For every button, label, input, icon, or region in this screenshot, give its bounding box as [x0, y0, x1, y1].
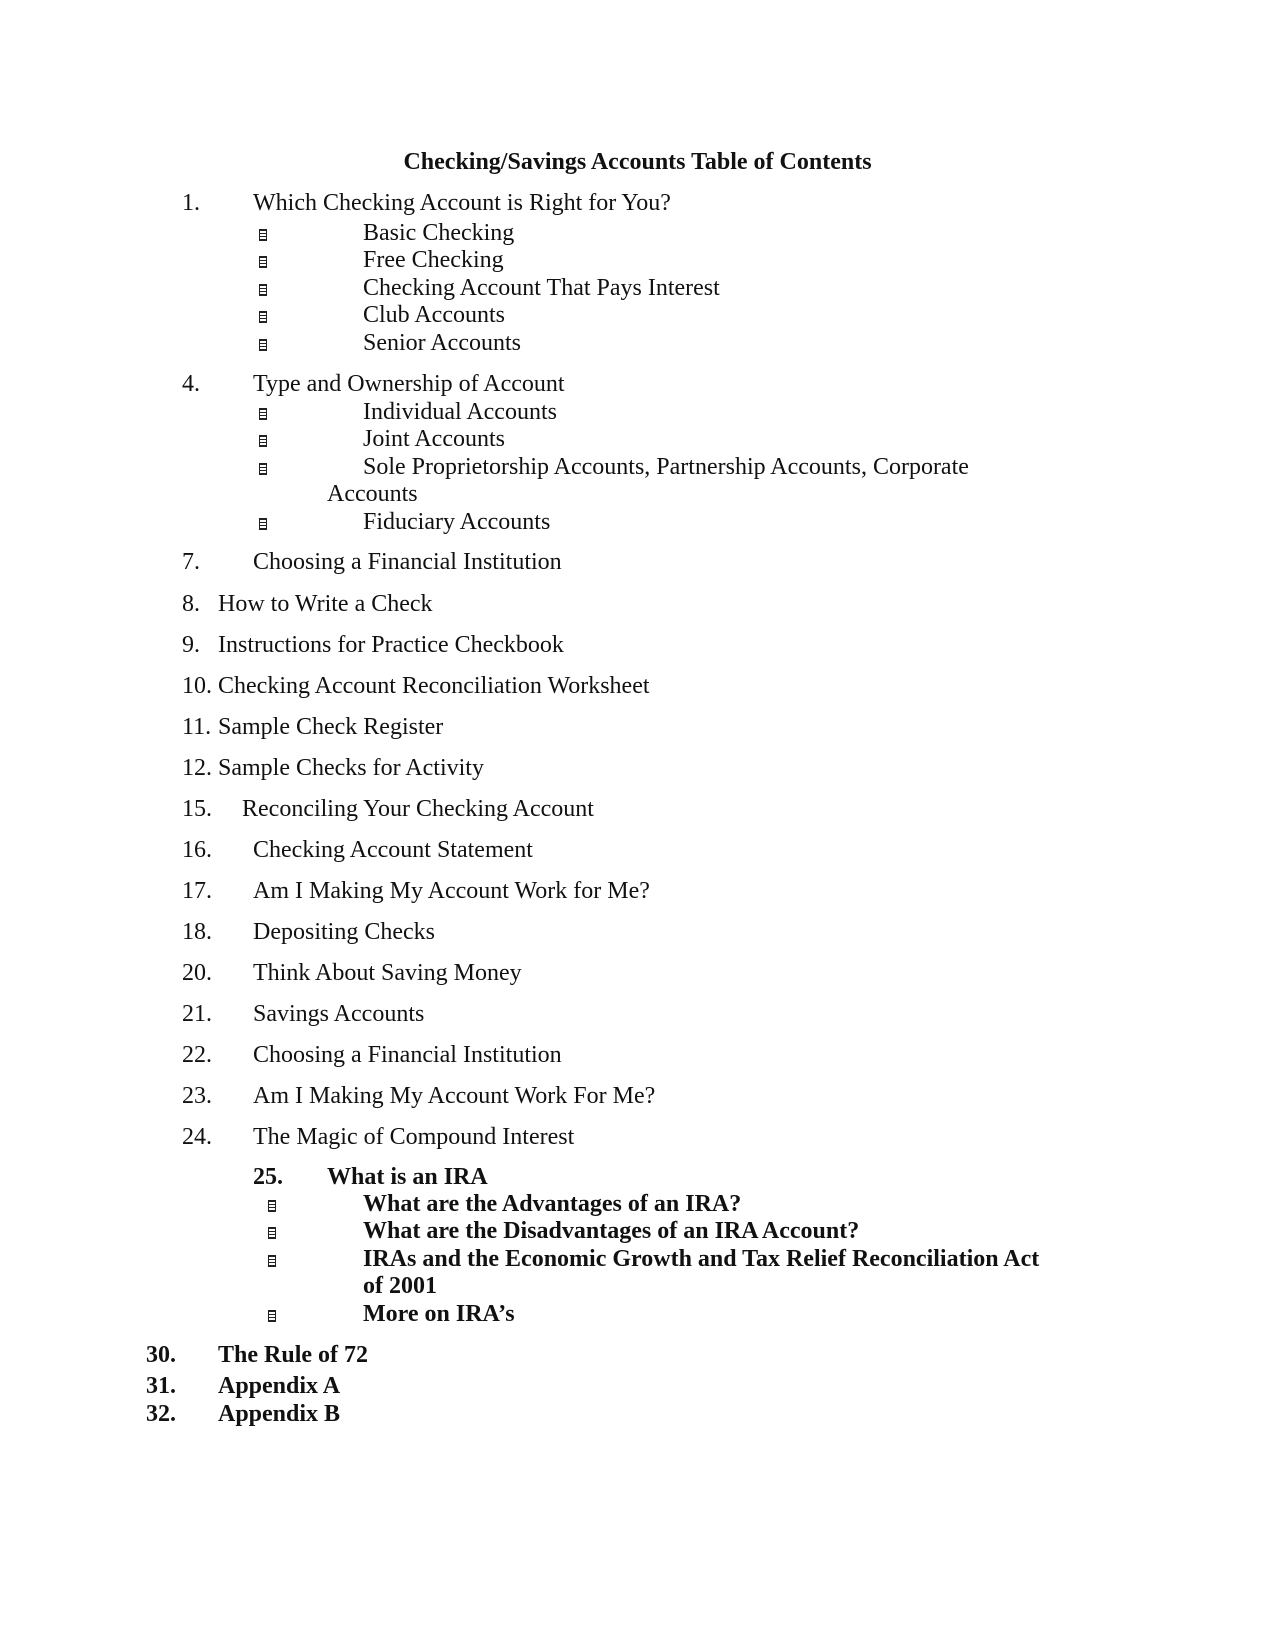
toc-entry: Checking Account Statement — [253, 837, 533, 863]
page-title: Checking/Savings Accounts Table of Contents — [403, 149, 872, 175]
toc-number: 4. — [182, 371, 200, 397]
toc-subitem-continued: of 2001 — [363, 1273, 437, 1299]
bullet-icon — [259, 256, 267, 268]
bullet-icon — [259, 408, 267, 420]
toc-number: 7. — [182, 549, 200, 575]
toc-number: 15. — [182, 796, 212, 822]
toc-number: 20. — [182, 960, 212, 986]
toc-number: 25. — [253, 1164, 283, 1190]
toc-number: 11. — [182, 714, 212, 740]
toc-number: 21. — [182, 1001, 212, 1027]
toc-subitem: IRAs and the Economic Growth and Tax Relief Reconciliation Act — [363, 1246, 1040, 1272]
toc-entry: Savings Accounts — [253, 1001, 425, 1027]
toc-entry: Depositing Checks — [253, 919, 435, 945]
bullet-icon — [259, 435, 267, 447]
toc-number: 30. — [146, 1342, 176, 1368]
toc-entry: Appendix A — [218, 1373, 341, 1399]
toc-entry: The Rule of 72 — [218, 1342, 368, 1368]
toc-number: 1. — [182, 190, 200, 216]
toc-number: 31. — [146, 1373, 176, 1399]
toc-entry: Reconciling Your Checking Account — [242, 796, 594, 822]
toc-entry: Am I Making My Account Work for Me? — [253, 878, 650, 904]
toc-entry: Appendix B — [218, 1401, 341, 1427]
toc-subitem: Senior Accounts — [363, 330, 521, 356]
bullet-icon — [268, 1227, 276, 1239]
bullet-icon — [268, 1255, 276, 1267]
toc-heading: What is an IRA — [327, 1164, 488, 1190]
toc-subitem: What are the Disadvantages of an IRA Account? — [363, 1218, 860, 1244]
toc-subitem: Free Checking — [363, 247, 504, 273]
toc-subitem-continued: Accounts — [327, 481, 418, 507]
toc-entry: Think About Saving Money — [253, 960, 522, 986]
toc-subitem: Club Accounts — [363, 302, 505, 328]
toc-entry: Sample Check Register — [218, 714, 444, 740]
toc-number: 9. — [182, 632, 200, 658]
toc-number: 8. — [182, 591, 200, 617]
toc-heading: Type and Ownership of Account — [253, 371, 565, 397]
toc-number: 16. — [182, 837, 212, 863]
toc-entry: How to Write a Check — [218, 591, 433, 617]
toc-number: 24. — [182, 1124, 212, 1150]
toc-entry: Sample Checks for Activity — [218, 755, 484, 781]
toc-entry: Choosing a Financial Institution — [253, 1042, 562, 1068]
bullet-icon — [259, 339, 267, 351]
toc-entry: Checking Account Reconciliation Worksheet — [218, 673, 650, 699]
toc-entry: Am I Making My Account Work For Me? — [253, 1083, 656, 1109]
toc-subitem: Sole Proprietorship Accounts, Partnership Accounts, Corporate — [363, 454, 969, 480]
toc-entry: The Magic of Compound Interest — [253, 1124, 575, 1150]
toc-entry: Choosing a Financial Institution — [253, 549, 562, 575]
bullet-icon — [259, 518, 267, 530]
bullet-icon — [268, 1310, 276, 1322]
toc-subitem: Checking Account That Pays Interest — [363, 275, 720, 301]
bullet-icon — [259, 311, 267, 323]
bullet-icon — [259, 284, 267, 296]
toc-subitem: More on IRA’s — [363, 1301, 515, 1327]
toc-number: 17. — [182, 878, 212, 904]
toc-number: 12. — [182, 755, 212, 781]
toc-subitem: Basic Checking — [363, 220, 515, 246]
toc-number: 10. — [182, 673, 212, 699]
toc-number: 18. — [182, 919, 212, 945]
toc-number: 32. — [146, 1401, 176, 1427]
bullet-icon — [259, 229, 267, 241]
toc-subitem: Joint Accounts — [363, 426, 505, 452]
toc-number: 22. — [182, 1042, 212, 1068]
toc-heading: Which Checking Account is Right for You? — [253, 190, 671, 216]
bullet-icon — [268, 1200, 276, 1212]
bullet-icon — [259, 463, 267, 475]
toc-subitem: Fiduciary Accounts — [363, 509, 551, 535]
toc-subitem: What are the Advantages of an IRA? — [363, 1191, 742, 1217]
toc-number: 23. — [182, 1083, 212, 1109]
toc-entry: Instructions for Practice Checkbook — [218, 632, 564, 658]
toc-subitem: Individual Accounts — [363, 399, 557, 425]
